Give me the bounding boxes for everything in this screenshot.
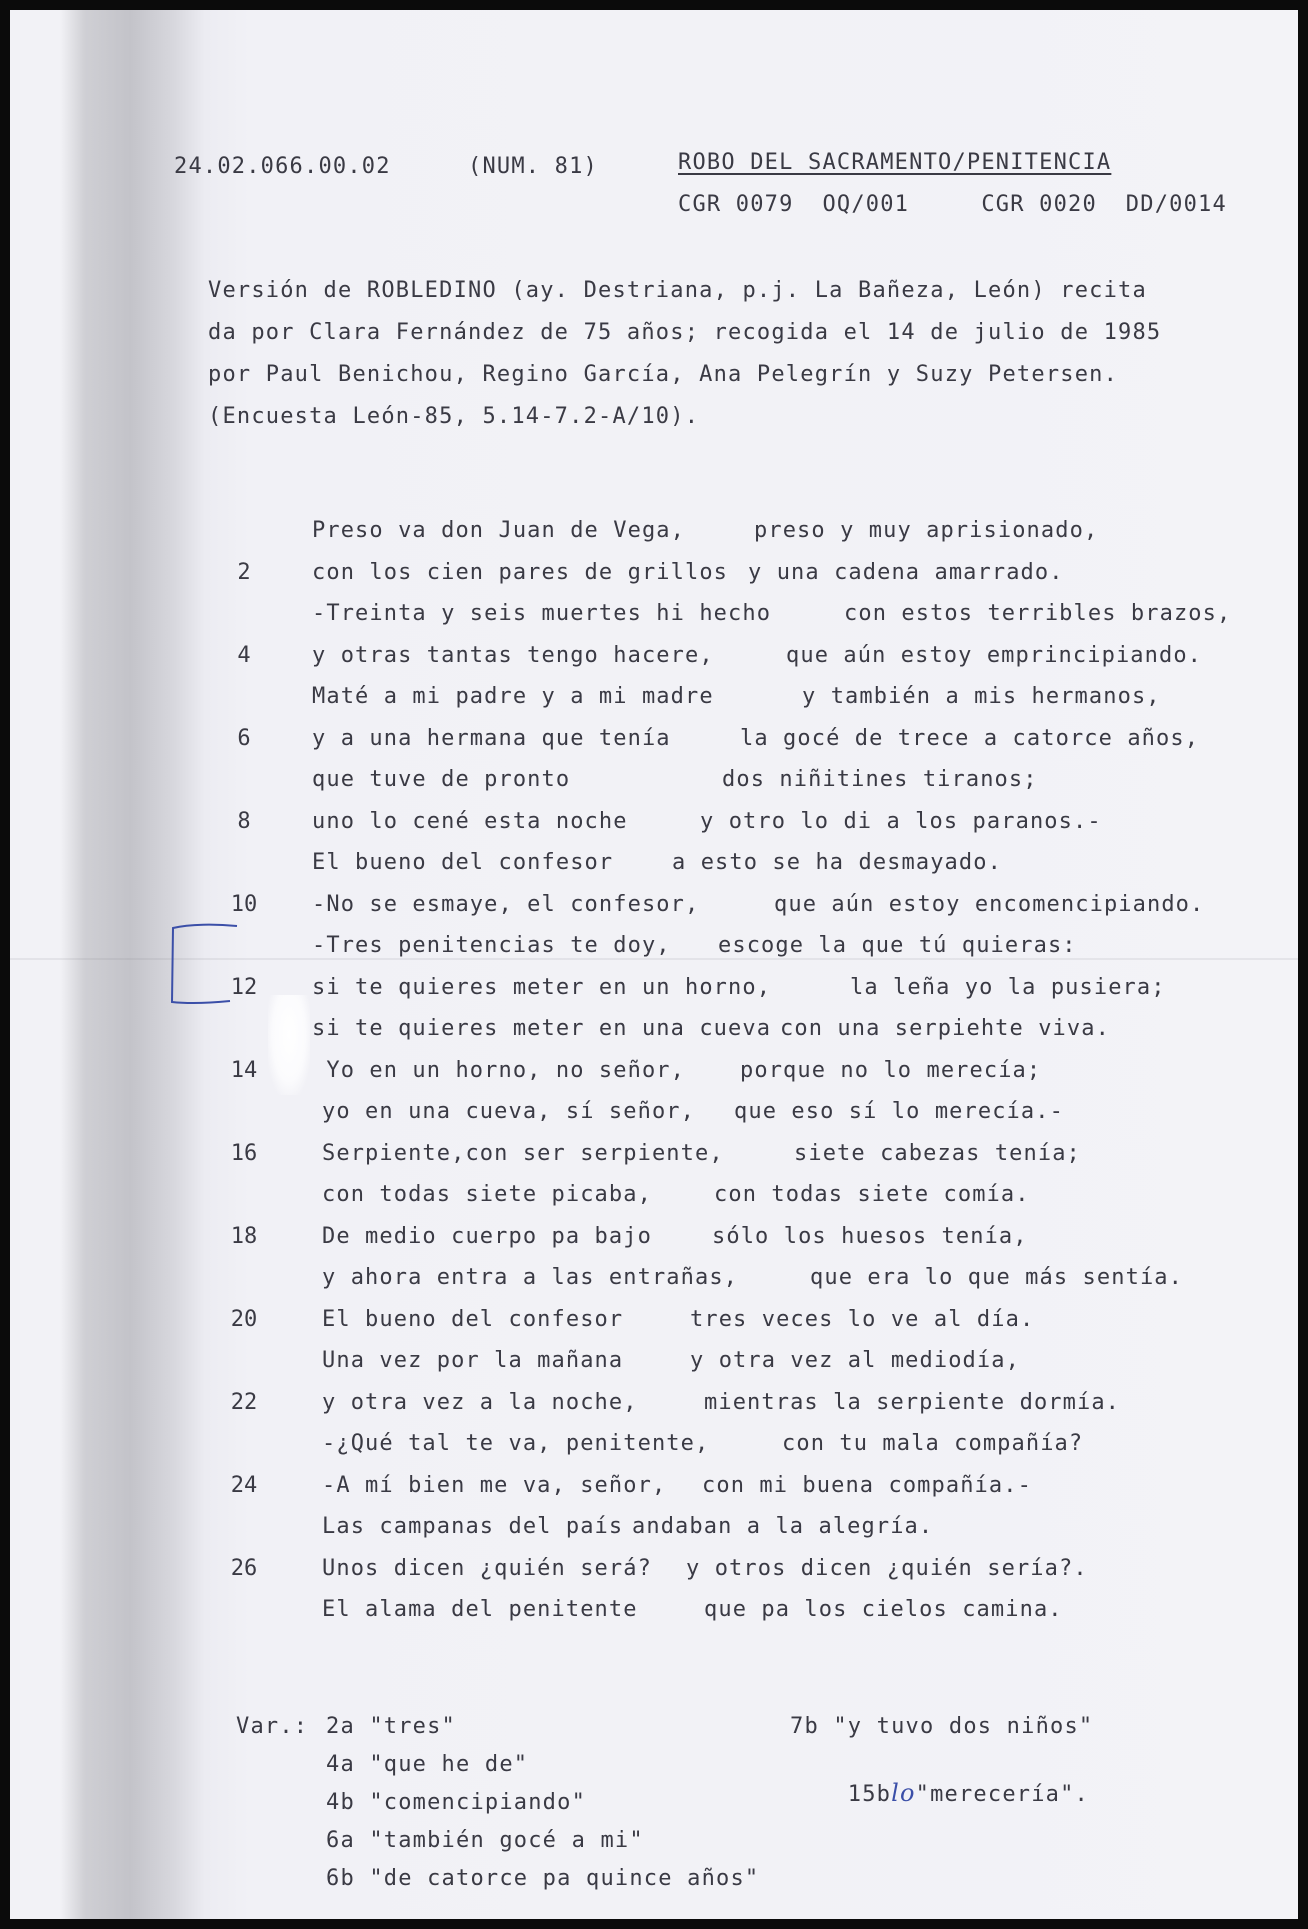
verse-number: 2	[237, 560, 251, 585]
verse-second-hemistich: andaban a la alegría.	[632, 1514, 934, 1539]
verse-second-hemistich: y otra vez al mediodía,	[690, 1348, 1020, 1373]
verse-first-hemistich: Preso va don Juan de Vega,	[312, 518, 685, 543]
variant-item	[790, 1754, 1089, 1832]
variant-item: 7b "y tuvo dos niños"	[790, 1714, 1094, 1739]
verse-first-hemistich: Las campanas del país	[322, 1514, 624, 1539]
intro-line: por Paul Benichou, Regino García, Ana Pelegrín y Suzy Petersen.	[208, 362, 1119, 387]
verse-first-hemistich: y otras tantas tengo hacere,	[312, 643, 714, 668]
verse-first-hemistich: -¿Qué tal te va, penitente,	[322, 1431, 710, 1456]
verse-second-hemistich: que pa los cielos camina.	[704, 1597, 1063, 1622]
verse-first-hemistich: Unos dicen ¿quién será?	[322, 1556, 652, 1581]
verse-second-hemistich: que era lo que más sentía.	[810, 1265, 1183, 1290]
verse-second-hemistich: preso y muy aprisionado,	[754, 518, 1099, 543]
verse-second-hemistich: y también a mis hermanos,	[802, 684, 1161, 709]
verse-second-hemistich: con tu mala compañía?	[782, 1431, 1084, 1456]
catalog-codes: CGR 0079 OQ/001 CGR 0020 DD/0014	[678, 192, 1227, 217]
verse-number: 16	[230, 1141, 258, 1166]
verse-first-hemistich: -A mí bien me va, señor,	[322, 1473, 667, 1498]
intro-line: (Encuesta León-85, 5.14-7.2-A/10).	[208, 404, 700, 429]
verse-first-hemistich: De medio cuerpo pa bajo	[322, 1224, 652, 1249]
verse-first-hemistich: uno lo cené esta noche	[312, 809, 628, 834]
handwritten-insert: lo	[891, 1779, 916, 1807]
variant-ref: 15b	[847, 1782, 892, 1807]
verse-number: 24	[230, 1473, 258, 1498]
verse-second-hemistich: a esto se ha desmayado.	[672, 850, 1002, 875]
verse-second-hemistich: y otros dicen ¿quién sería?.	[686, 1556, 1088, 1581]
verse-second-hemistich: porque no lo merecía;	[740, 1058, 1042, 1083]
verse-second-hemistich: siete cabezas tenía;	[794, 1141, 1081, 1166]
variant-item: 4b "comencipiando"	[326, 1790, 587, 1815]
verse-second-hemistich: con todas siete comía.	[714, 1182, 1030, 1207]
verse-number: 18	[230, 1224, 258, 1249]
verse-first-hemistich: y ahora entra a las entrañas,	[322, 1265, 739, 1290]
verse-second-hemistich: con una serpiehte viva.	[780, 1016, 1110, 1041]
verse-first-hemistich: yo en una cueva, sí señor,	[322, 1099, 695, 1124]
verse-number: 22	[230, 1390, 258, 1415]
verse-number: 26	[230, 1556, 258, 1581]
verse-first-hemistich: con todas siete picaba,	[322, 1182, 652, 1207]
verse-second-hemistich: y una cadena amarrado.	[748, 560, 1064, 585]
verse-first-hemistich: y a una hermana que tenía	[312, 726, 671, 751]
verse-first-hemistich: Yo en un horno, no señor,	[312, 1058, 685, 1083]
verse-first-hemistich: El alama del penitente	[322, 1597, 638, 1622]
verse-first-hemistich: y otra vez a la noche,	[322, 1390, 638, 1415]
verse-first-hemistich: Serpiente,con ser serpiente,	[322, 1141, 724, 1166]
verse-second-hemistich: tres veces lo ve al día.	[690, 1307, 1035, 1332]
verse-second-hemistich: que eso sí lo merecía.-	[734, 1099, 1064, 1124]
verse-second-hemistich: la gocé de trece a catorce años,	[740, 726, 1200, 751]
verse-second-hemistich: que aún estoy encomencipiando.	[774, 892, 1205, 917]
verse-number: 10	[230, 892, 258, 917]
verse-number: 12	[230, 975, 258, 1000]
verse-second-hemistich: mientras la serpiente dormía.	[704, 1390, 1121, 1415]
variant-text: "merecería".	[915, 1782, 1089, 1807]
intro-line: da por Clara Fernández de 75 años; recogida el 14 de julio de 1985	[208, 320, 1162, 345]
verse-number: 14	[230, 1058, 258, 1083]
variant-item: 6b "de catorce pa quince años"	[326, 1866, 760, 1891]
verse-first-hemistich: Maté a mi padre y a mi madre	[312, 684, 714, 709]
verse-number: 8	[237, 809, 251, 834]
verse-second-hemistich: escoge la que tú quieras:	[718, 933, 1077, 958]
variant-item: 4a "que he de"	[326, 1752, 529, 1777]
verse-first-hemistich: que tuve de pronto	[312, 767, 571, 792]
verse-first-hemistich: con los cien pares de grillos	[312, 560, 729, 585]
intro-line: Versión de ROBLEDINO (ay. Destriana, p.j. La Bañeza, León) recita	[208, 278, 1147, 303]
variant-item: 6a "también gocé a mi"	[326, 1828, 644, 1853]
record-number: (NUM. 81)	[468, 154, 599, 179]
variants-label: Var.:	[236, 1714, 309, 1739]
correction-fluid-blot	[268, 995, 310, 1095]
verse-first-hemistich: si te quieres meter en un horno,	[312, 975, 772, 1000]
verse-first-hemistich: -No se esmaye, el confesor,	[312, 892, 700, 917]
verse-first-hemistich: El bueno del confesor	[322, 1307, 624, 1332]
verse-second-hemistich: dos niñitines tiranos;	[722, 767, 1038, 792]
document-page	[10, 10, 1298, 1919]
verse-first-hemistich: si te quieres meter en una cueva	[312, 1016, 772, 1041]
variant-item: 2a "tres"	[326, 1714, 457, 1739]
verse-second-hemistich: sólo los huesos tenía,	[712, 1224, 1028, 1249]
verse-second-hemistich: que aún estoy emprincipiando.	[786, 643, 1203, 668]
verse-number: 4	[237, 643, 251, 668]
margin-bracket-mark	[165, 918, 243, 1008]
verse-second-hemistich: la leña yo la pusiera;	[850, 975, 1166, 1000]
verse-second-hemistich: con mi buena compañía.-	[702, 1473, 1032, 1498]
verse-first-hemistich: Una vez por la mañana	[322, 1348, 624, 1373]
verse-second-hemistich: y otro lo di a los paranos.-	[700, 809, 1102, 834]
verse-number: 6	[237, 726, 251, 751]
verse-first-hemistich: -Tres penitencias te doy,	[312, 933, 671, 958]
verse-first-hemistich: El bueno del confesor	[312, 850, 614, 875]
verse-second-hemistich: con estos terribles brazos,	[844, 601, 1232, 626]
verse-first-hemistich: -Treinta y seis muertes hi hecho	[312, 601, 772, 626]
verse-number: 20	[230, 1307, 258, 1332]
ballad-title: ROBO DEL SACRAMENTO/PENITENCIA	[678, 150, 1112, 175]
ref-code: 24.02.066.00.02	[174, 154, 391, 179]
